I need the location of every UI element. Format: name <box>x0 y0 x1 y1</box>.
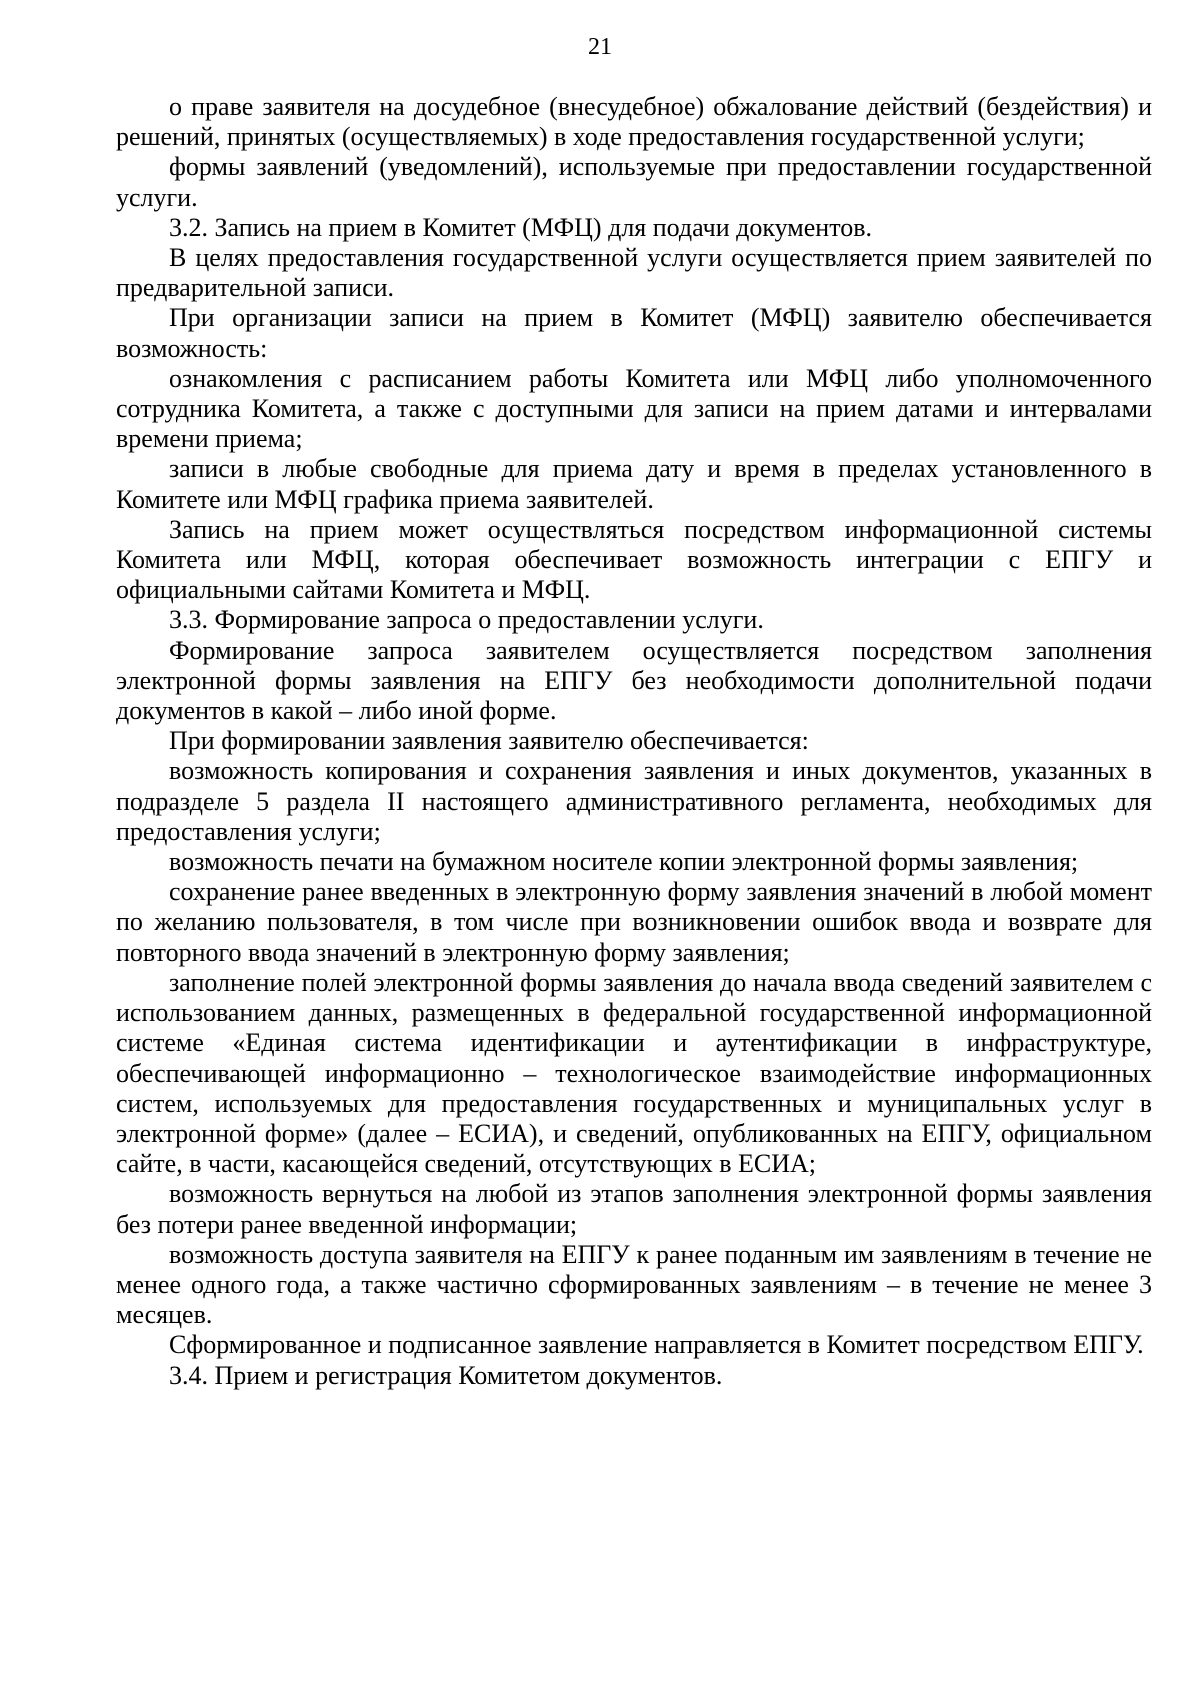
paragraph: заполнение полей электронной формы заявления до начала ввода сведений заявителем с использованием данных, размещенных в федеральной государственной информационной системе «Единая система идентификации и аутентификации в инфраструктуре, обеспечивающей информационно – технологическое взаимодействие информационных систем, используемых для предоставления государственных и муниципальных услуг в электронной форме» (далее – ЕСИА), и сведений, опубликованных на ЕПГУ, официальном сайте, в части, касающейся сведений, отсутствующих в ЕСИА; <box>116 967 1152 1179</box>
section-heading: 3.2. Запись на прием в Комитет (МФЦ) для подачи документов. <box>169 212 872 242</box>
paragraph: При формировании заявления заявителю обеспечивается: <box>169 726 809 756</box>
paragraph: Запись на прием может осуществляться посредством информационной системы Комитета или МФЦ, которая обеспечивает возможность интеграции с ЕПГУ и официальными сайтами Комитета и МФЦ. <box>116 514 1152 605</box>
paragraph: возможность печати на бумажном носителе копии электронной формы заявления; <box>169 847 1079 877</box>
paragraph: о праве заявителя на досудебное (внесудебное) обжалование действий (бездействия) и решений, принятых (осуществляемых) в ходе предоставления государственной услуги; <box>116 92 1152 152</box>
paragraph: В целях предоставления государственной услуги осуществляется прием заявителей по предварительной записи. <box>116 243 1152 303</box>
paragraph: Формирование запроса заявителем осуществляется посредством заполнения электронной формы заявления на ЕПГУ без необходимости дополнительной подачи документов в какой – либо иной форме. <box>116 635 1152 726</box>
section-heading: 3.3. Формирование запроса о предоставлении услуги. <box>169 605 764 635</box>
paragraph: ознакомления с расписанием работы Комитета или МФЦ либо уполномоченного сотрудника Комитета, а также с доступными для записи на прием датами и интервалами времени приема; <box>116 363 1152 454</box>
paragraph: Сформированное и подписанное заявление направляется в Комитет посредством ЕПГУ. <box>169 1330 1144 1360</box>
paragraph: возможность вернуться на любой из этапов заполнения электронной формы заявления без потери ранее введенной информации; <box>116 1179 1152 1239</box>
paragraph: возможность доступа заявителя на ЕПГУ к ранее поданным им заявлениям в течение не менее одного года, а также частично сформированных заявлениям – в течение не менее 3 месяцев. <box>116 1239 1152 1330</box>
paragraph: возможность копирования и сохранения заявления и иных документов, указанных в подразделе 5 раздела II настоящего административного регламента, необходимых для предоставления услуги; <box>116 756 1152 846</box>
page-number: 21 <box>588 34 612 60</box>
paragraph: формы заявлений (уведомлений), используемые при предоставлении государственной услуги. <box>116 152 1152 212</box>
paragraph: При организации записи на прием в Комитет (МФЦ) заявителю обеспечивается возможность: <box>116 303 1152 363</box>
paragraph: записи в любые свободные для приема дату и время в пределах установленного в Комитете или МФЦ графика приема заявителей. <box>116 454 1152 514</box>
paragraph: сохранение ранее введенных в электронную форму заявления значений в любой момент по желанию пользователя, в том числе при возникновении ошибок ввода и возврате для повторного ввода значений в электронную форму заявления; <box>116 877 1152 967</box>
document-body <box>116 92 1152 1391</box>
section-heading: 3.4. Прием и регистрация Комитетом документов. <box>169 1360 723 1390</box>
